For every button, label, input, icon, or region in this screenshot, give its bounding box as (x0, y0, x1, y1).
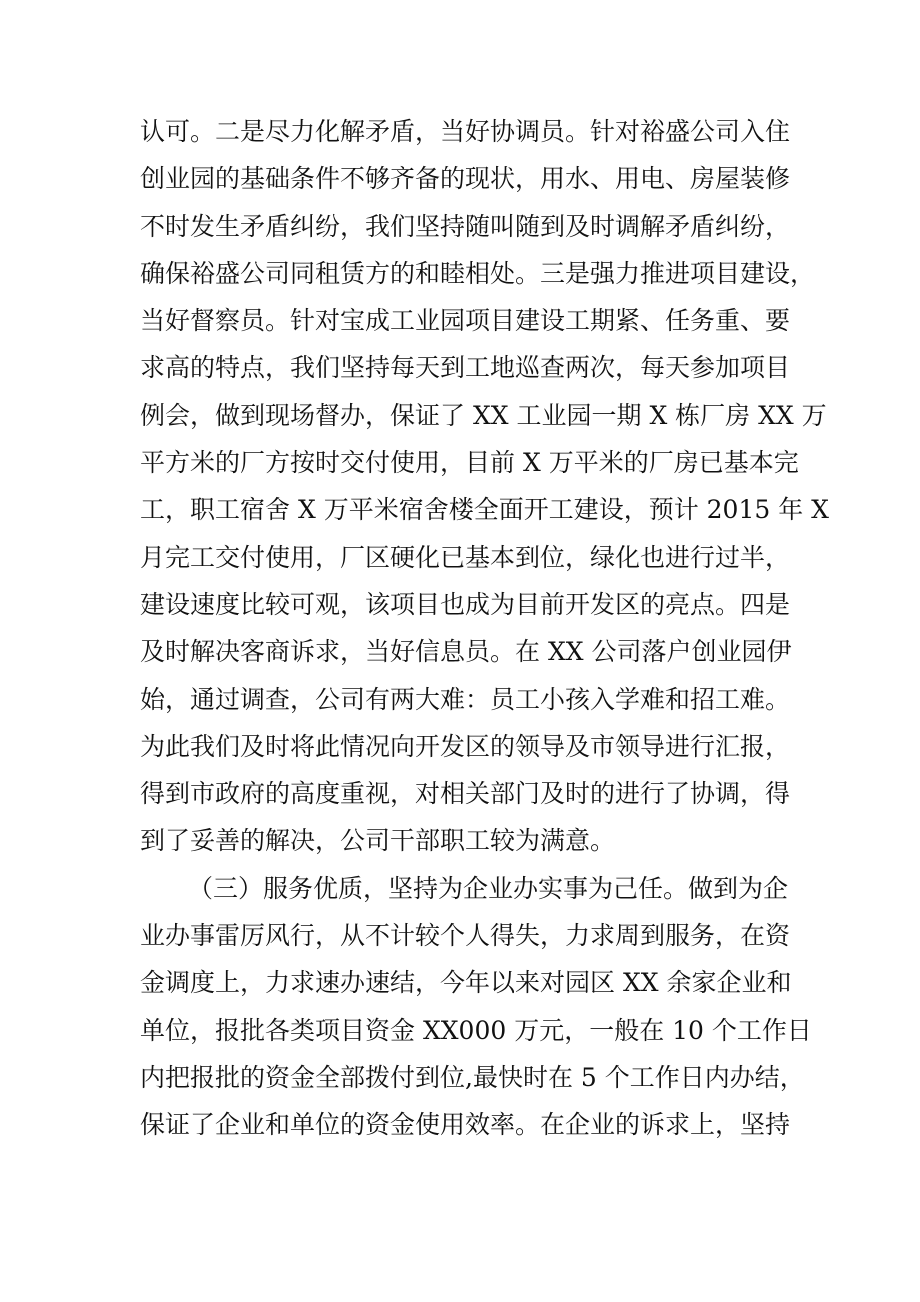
paragraph-1-line-12: 及时解决客商诉求，当好信息员。在 XX 公司落户创业园伊 (140, 637, 792, 667)
paragraph-1-line-15: 得到市政府的高度重视，对相关部门及时的进行了协调，得 (140, 779, 791, 809)
paragraph-1-line-13: 始，通过调查，公司有两大难：员工小孩入学难和招工难。 (140, 684, 791, 714)
paragraph-1-line-6: 求高的特点，我们坚持每天到工地巡查两次，每天参加项目 (140, 353, 791, 383)
paragraph-2-line-3: 金调度上，力求速办速结，今年以来对园区 XX 余家企业和 (140, 968, 792, 998)
paragraph-1-line-10: 月完工交付使用，厂区硬化已基本到位，绿化也进行过半， (140, 542, 791, 572)
paragraph-1-line-3: 不时发生矛盾纠纷，我们坚持随叫随到及时调解矛盾纠纷， (140, 211, 791, 241)
paragraph-1-line-11: 建设速度比较可观，该项目也成为目前开发区的亮点。四是 (140, 589, 791, 619)
paragraph-1-line-9: 工，职工宿舍 X 万平米宿舍楼全面开工建设，预计 2015 年 X (140, 495, 829, 525)
paragraph-1-line-8: 平方米的厂方按时交付使用，目前 X 万平米的厂房已基本完 (140, 448, 799, 478)
paragraph-1-line-5: 当好督察员。针对宝成工业园项目建设工期紧、任务重、要 (140, 306, 791, 336)
paragraph-1-line-1: 认可。二是尽力化解矛盾，当好协调员。针对裕盛公司入住 (140, 117, 791, 146)
paragraph-2-line-6: 保证了企业和单位的资金使用效率。在企业的诉求上，坚持 (140, 1110, 791, 1140)
paragraph-2-line-1: （三）服务优质，坚持为企业办实事为己任。做到为企 (188, 873, 789, 903)
paragraph-2-line-2: 业办事雷厉风行，从不计较个人得失，力求周到服务，在资 (140, 921, 791, 951)
paragraph-1-line-14: 为此我们及时将此情况向开发区的领导及市领导进行汇报， (140, 731, 791, 761)
document-body (140, 108, 829, 1149)
paragraph-2-line-5: 内把报批的资金全部拨付到位,最快时在 5 个工作日内办结， (140, 1062, 805, 1092)
paragraph-2-line-4: 单位，报批各类项目资金 XX000 万元，一般在 10 个工作日 (140, 1015, 812, 1045)
paragraph-1-line-4: 确保裕盛公司同租赁方的和睦相处。三是强力推进项目建设， (140, 258, 816, 288)
paragraph-1-line-7: 例会，做到现场督办，保证了 XX 工业园一期 X 栋厂房 XX 万 (140, 400, 827, 430)
paragraph-1-line-2: 创业园的基础条件不够齐备的现状，用水、用电、房屋装修 (140, 164, 791, 194)
paragraph-1-line-16: 到了妥善的解决，公司干部职工较为满意。 (140, 826, 616, 856)
